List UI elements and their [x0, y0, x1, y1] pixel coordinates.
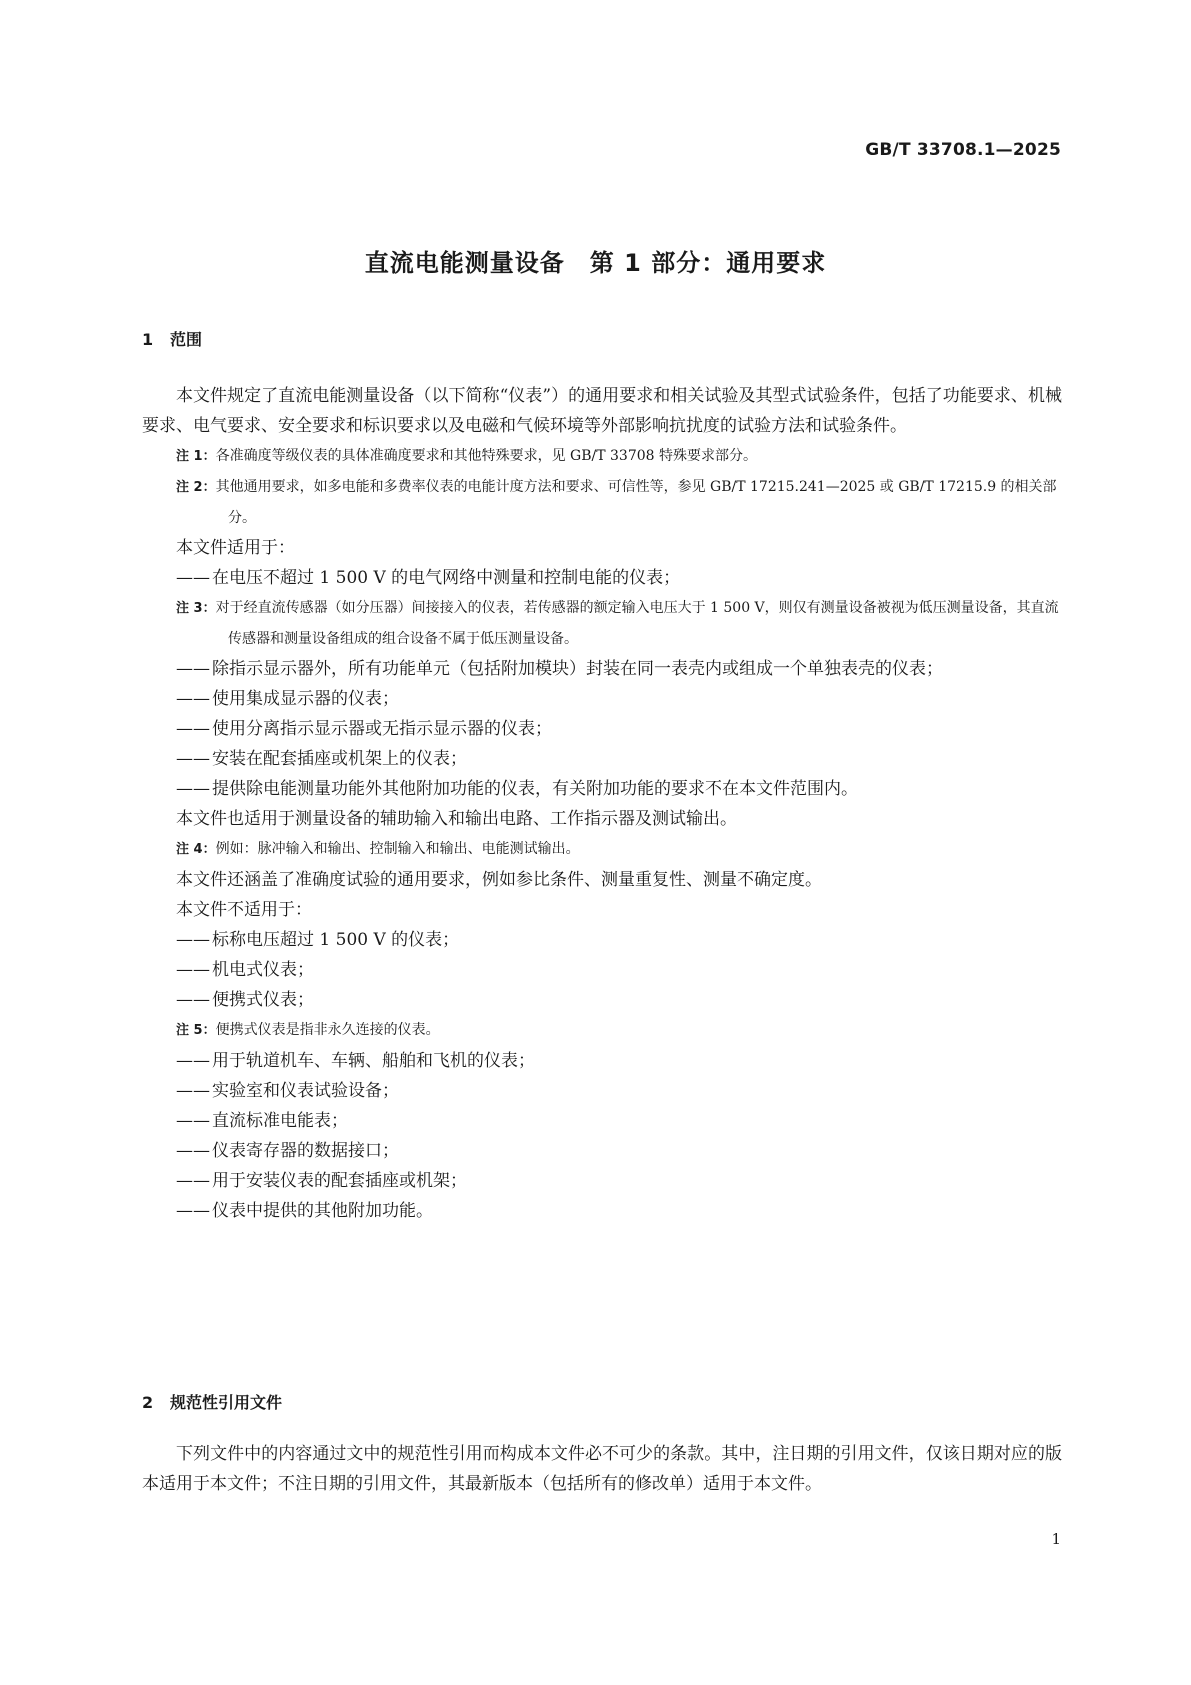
- list-item-text: 便携式仪表；: [212, 990, 314, 1010]
- list-item: [142, 1046, 1062, 1076]
- note-3-text: 对于经直流传感器（如分压器）间接接入的仪表，若传感器的额定输入电压大于 1 500 V，则仅有测量设备被视为低压测量设备，其直流传感器和测量设备组成的组合设备不属于低压测量设备。: [215, 600, 1059, 647]
- list-item-text: 实验室和仪表试验设备；: [212, 1081, 399, 1101]
- list-item: [142, 1196, 1062, 1226]
- applies-intro: 本文件适用于：: [176, 538, 295, 558]
- note-5-label: 注 5：: [176, 1023, 216, 1038]
- list-item: [142, 654, 1062, 684]
- note-1-text: 各准确度等级仪表的具体准确度要求和其他特殊要求，见 GB/T 33708 特殊要求部分。: [215, 448, 757, 464]
- note-1-label: 注 1：: [176, 449, 216, 464]
- dash-marker: ——: [176, 779, 210, 799]
- note-4-text: 例如：脉冲输入和输出、控制输入和输出、电能测试输出。: [215, 841, 580, 857]
- list-item: [142, 985, 1062, 1015]
- note-1: [142, 441, 1062, 472]
- dash-marker: ——: [176, 930, 210, 950]
- list-item-text: 直流标准电能表；: [212, 1111, 348, 1131]
- dash-marker: ——: [176, 1051, 210, 1071]
- list-item: [142, 1166, 1062, 1196]
- list-item: [142, 744, 1062, 774]
- note-4: [142, 834, 1062, 865]
- covers-paragraph: 本文件还涵盖了准确度试验的通用要求，例如参比条件、测量重复性、测量不确定度。: [176, 870, 822, 890]
- list-item-text: 提供除电能测量功能外其他附加功能的仪表，有关附加功能的要求不在本文件范围内。: [212, 779, 858, 799]
- dash-marker: ——: [176, 719, 210, 739]
- dash-marker: ——: [176, 1201, 210, 1221]
- dash-marker: ——: [176, 990, 210, 1010]
- dash-marker: ——: [176, 568, 210, 588]
- list-item-text: 安装在配套插座或机架上的仪表；: [212, 749, 467, 769]
- dash-marker: ——: [176, 1111, 210, 1131]
- section-1-title: 范围: [170, 330, 203, 349]
- list-item-text: 仪表中提供的其他附加功能。: [212, 1201, 433, 1221]
- dash-marker: ——: [176, 960, 210, 980]
- list-item: [142, 955, 1062, 985]
- list-item-text: 除指示显示器外，所有功能单元（包括附加模块）封装在同一表壳内或组成一个单独表壳的仪表；: [212, 659, 943, 679]
- note-3-label: 注 3：: [176, 601, 216, 616]
- list-item: [142, 684, 1062, 714]
- note-5: [142, 1015, 1062, 1046]
- note-4-label: 注 4：: [176, 842, 216, 857]
- dash-marker: ——: [176, 689, 210, 709]
- list-item: [142, 774, 1062, 804]
- section-1-number: 1: [142, 330, 154, 349]
- list-item: [142, 1136, 1062, 1166]
- standard-number: GB/T 33708.1—2025: [865, 140, 1061, 160]
- normative-references-paragraph: 下列文件中的内容通过文中的规范性引用而构成本文件必不可少的条款。其中，注日期的引用文件，仅该日期对应的版本适用于本文件；不注日期的引用文件，其最新版本（包括所有的修改单）适用于本文件。: [142, 1444, 1062, 1494]
- section-2-number: 2: [142, 1393, 154, 1412]
- section-1-heading: [142, 327, 202, 350]
- also-applies-paragraph: 本文件也适用于测量设备的辅助输入和输出电路、工作指示器及测试输出。: [176, 809, 737, 829]
- list-item-text: 用于安装仪表的配套插座或机架；: [212, 1171, 467, 1191]
- applies-item-text: 在电压不超过 1 500 V 的电气网络中测量和控制电能的仪表；: [212, 568, 681, 588]
- note-2-label: 注 2：: [176, 480, 216, 495]
- list-item-text: 使用分离指示显示器或无指示显示器的仪表；: [212, 719, 552, 739]
- dash-marker: ——: [176, 749, 210, 769]
- section-2-heading: [142, 1390, 282, 1413]
- document-title: 直流电能测量设备 第 1 部分：通用要求: [364, 249, 827, 277]
- not-applies-intro: 本文件不适用于：: [176, 900, 312, 920]
- list-item: [142, 1106, 1062, 1136]
- note-2-text: 其他通用要求，如多电能和多费率仪表的电能计度方法和要求、可信性等，参见 GB/T 17215.241—2025 或 GB/T 17215.9 的相关部分。: [215, 479, 1057, 526]
- note-5-text: 便携式仪表是指非永久连接的仪表。: [215, 1022, 440, 1038]
- dash-marker: ——: [176, 1171, 210, 1191]
- dash-marker: ——: [176, 1081, 210, 1101]
- list-item-text: 仪表寄存器的数据接口；: [212, 1141, 399, 1161]
- section-2-body: [142, 1439, 1062, 1499]
- list-item-text: 用于轨道机车、车辆、船舶和飞机的仪表；: [212, 1051, 535, 1071]
- scope-intro-paragraph: 本文件规定了直流电能测量设备（以下简称“仪表”）的通用要求和相关试验及其型式试验条件，包括了功能要求、机械要求、电气要求、安全要求和标识要求以及电磁和气候环境等外部影响抗扰度的试验方法和试验条件。: [142, 386, 1062, 436]
- list-item: [142, 714, 1062, 744]
- list-item-text: 使用集成显示器的仪表；: [212, 689, 399, 709]
- list-item-text: 机电式仪表；: [212, 960, 314, 980]
- list-item-text: 标称电压超过 1 500 V 的仪表；: [212, 930, 460, 950]
- note-3: [142, 593, 1062, 654]
- dash-marker: ——: [176, 1141, 210, 1161]
- applies-item-voltage: [142, 563, 1062, 593]
- page-number: 1: [1051, 1530, 1061, 1548]
- note-2: [142, 472, 1062, 533]
- list-item: [142, 1076, 1062, 1106]
- section-2-title: 规范性引用文件: [170, 1393, 283, 1412]
- section-1-body: [142, 381, 1062, 1226]
- dash-marker: ——: [176, 659, 210, 679]
- list-item: [142, 925, 1062, 955]
